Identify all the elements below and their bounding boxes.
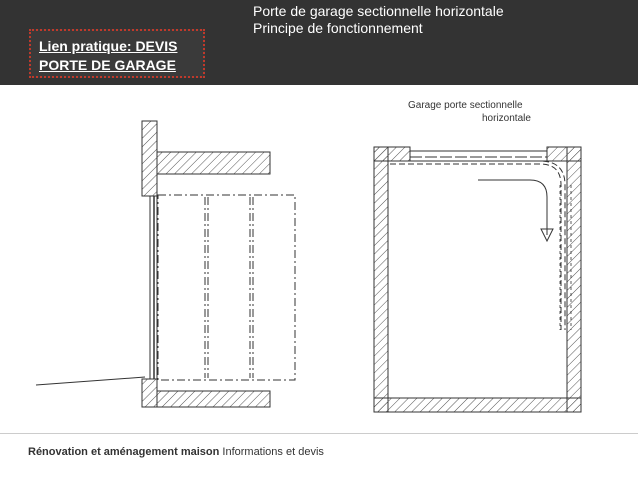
wall-left	[374, 147, 388, 412]
footer-brand: Rénovation et aménagement maison	[28, 446, 220, 458]
diagram-label-line-1: Garage porte sectionnelle	[408, 100, 523, 111]
title-line-2: Principe de fonctionnement	[253, 20, 423, 36]
diagram-label-line-2: horizontale	[482, 113, 531, 124]
movement-arrow	[478, 180, 547, 235]
title-line-1: Porte de garage sectionnelle horizontale	[253, 3, 504, 19]
door-panel-outline	[158, 195, 295, 380]
footer	[28, 446, 324, 458]
footer-tagline: Informations et devis	[222, 446, 324, 458]
plan-view	[374, 100, 581, 412]
floor-wall	[142, 379, 157, 407]
ground-line	[36, 377, 145, 385]
floor-slab	[157, 391, 270, 407]
section-view	[36, 121, 295, 407]
wall-top-right	[547, 147, 581, 161]
wall-bottom	[374, 398, 581, 412]
header-bar	[0, 0, 638, 85]
wall-right	[567, 147, 581, 412]
garage-door-diagram	[0, 85, 638, 433]
link-line-2[interactable]: PORTE DE GARAGE	[39, 57, 176, 73]
door-track	[390, 161, 565, 330]
devis-link-box[interactable]	[29, 29, 205, 78]
wall-top	[142, 121, 157, 196]
devis-link[interactable]	[39, 37, 177, 75]
link-line-1[interactable]: Lien pratique: DEVIS	[39, 38, 178, 54]
wall-top-left	[374, 147, 410, 161]
lintel	[157, 152, 270, 174]
footer-divider	[0, 433, 638, 434]
slide-title	[253, 3, 504, 37]
